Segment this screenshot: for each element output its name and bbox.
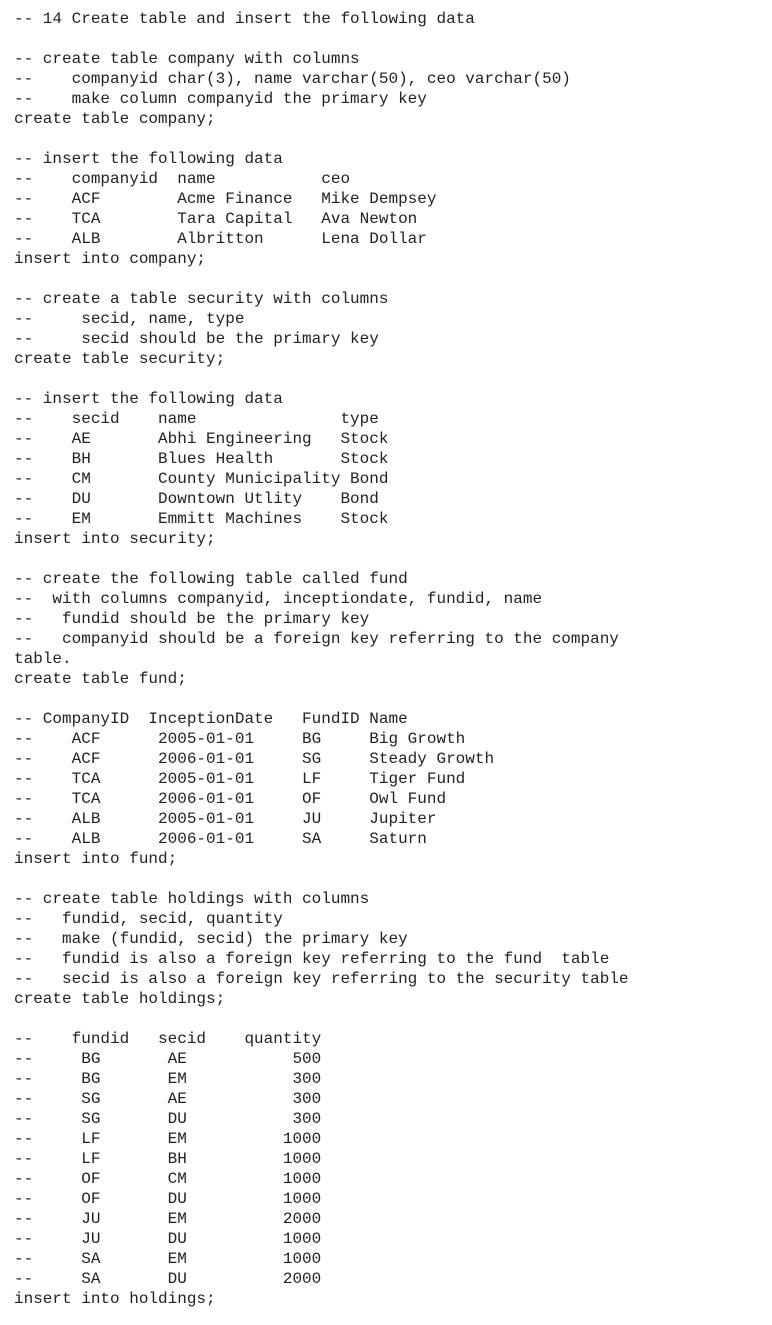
script-line: -- ACF Acme Finance Mike Dempsey	[14, 190, 437, 208]
script-line: -- JU DU 1000	[14, 1230, 322, 1248]
script-line: -- SA EM 1000	[14, 1250, 322, 1268]
script-line: -- ALB 2006-01-01 SA Saturn	[14, 830, 427, 848]
script-line: -- TCA 2006-01-01 OF Owl Fund	[14, 790, 447, 808]
script-line: -- ALB 2005-01-01 JU Jupiter	[14, 810, 437, 828]
script-line: -- companyid char(3), name varchar(50), ceo varchar(50)	[14, 70, 571, 88]
script-line: create table holdings;	[14, 990, 226, 1008]
script-line: -- ACF 2005-01-01 BG Big Growth	[14, 730, 466, 748]
script-line: -- TCA 2005-01-01 LF Tiger Fund	[14, 770, 466, 788]
script-line: -- SA DU 2000	[14, 1270, 322, 1288]
script-line: -- OF DU 1000	[14, 1190, 322, 1208]
script-line: -- CM County Municipality Bond	[14, 470, 389, 488]
script-line: -- make column companyid the primary key	[14, 90, 427, 108]
script-line: -- fundid is also a foreign key referring to the fund table	[14, 950, 610, 968]
script-line: -- OF CM 1000	[14, 1170, 322, 1188]
script-line: create table fund;	[14, 670, 187, 688]
script-line: -- secid, name, type	[14, 310, 245, 328]
script-line: -- secid should be the primary key	[14, 330, 379, 348]
script-line: insert into company;	[14, 250, 207, 268]
script-line: create table company;	[14, 110, 216, 128]
script-line: -- create the following table called fund	[14, 570, 408, 588]
script-line: -- JU EM 2000	[14, 1210, 322, 1228]
script-line: -- DU Downtown Utlity Bond	[14, 490, 379, 508]
script-line: -- TCA Tara Capital Ava Newton	[14, 210, 418, 228]
script-line	[14, 549, 772, 569]
script-line: -- create table company with columns	[14, 50, 360, 68]
script-line: -- fundid should be the primary key	[14, 610, 370, 628]
script-line: -- SG DU 300	[14, 1110, 322, 1128]
script-line: -- fundid secid quantity	[14, 1030, 322, 1048]
script-line: -- create a table security with columns	[14, 290, 389, 308]
script-line: -- AE Abhi Engineering Stock	[14, 430, 389, 448]
script-line: -- secid is also a foreign key referring to the security table	[14, 970, 629, 988]
script-line: -- make (fundid, secid) the primary key	[14, 930, 408, 948]
script-line: insert into holdings;	[14, 1290, 216, 1308]
script-line: -- CompanyID InceptionDate FundID Name	[14, 710, 408, 728]
script-line: insert into security;	[14, 530, 216, 548]
script-line: -- BG AE 500	[14, 1050, 322, 1068]
script-line: -- EM Emmitt Machines Stock	[14, 510, 389, 528]
script-line	[14, 29, 772, 49]
script-line: -- fundid, secid, quantity	[14, 910, 283, 928]
script-line: -- secid name type	[14, 410, 379, 428]
script-line: -- ALB Albritton Lena Dollar	[14, 230, 427, 248]
script-line	[14, 369, 772, 389]
script-line: -- SG AE 300	[14, 1090, 322, 1108]
script-line: -- ACF 2006-01-01 SG Steady Growth	[14, 750, 495, 768]
script-line: -- BH Blues Health Stock	[14, 450, 389, 468]
script-line: -- create table holdings with columns	[14, 890, 370, 908]
script-line	[14, 869, 772, 889]
script-line: -- 14 Create table and insert the following data	[14, 10, 475, 28]
script-line: -- LF EM 1000	[14, 1130, 322, 1148]
script-line	[14, 269, 772, 289]
script-line: -- insert the following data	[14, 150, 283, 168]
script-line: table.	[14, 650, 72, 668]
script-line	[14, 129, 772, 149]
script-line	[14, 1009, 772, 1029]
script-line: -- companyid should be a foreign key referring to the company	[14, 630, 619, 648]
script-line: -- with columns companyid, inceptiondate, fundid, name	[14, 590, 543, 608]
script-line: -- BG EM 300	[14, 1070, 322, 1088]
script-line: -- LF BH 1000	[14, 1150, 322, 1168]
script-line	[14, 689, 772, 709]
script-line: -- insert the following data	[14, 390, 283, 408]
script-line: insert into fund;	[14, 850, 178, 868]
script-line: create table security;	[14, 350, 226, 368]
script-line: -- companyid name ceo	[14, 170, 351, 188]
